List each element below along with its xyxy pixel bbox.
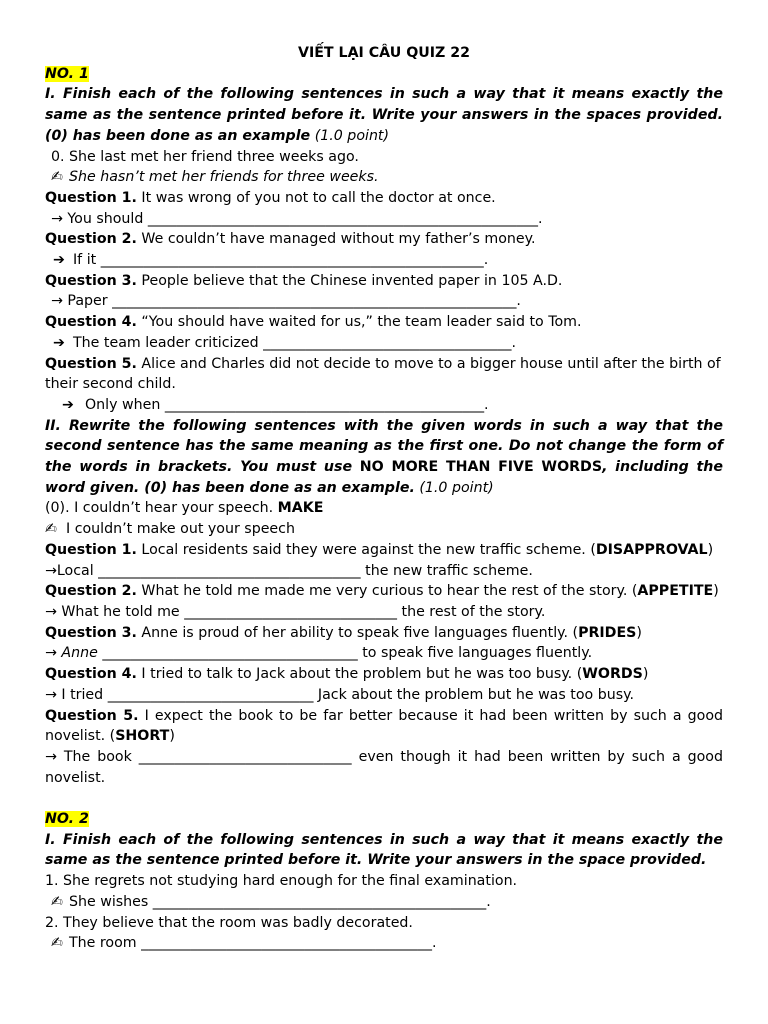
p1-question-1 xyxy=(45,188,723,209)
p1-answer-5 xyxy=(45,395,723,416)
keyword: PRIDES xyxy=(578,624,637,641)
no2-part1-instruction xyxy=(45,830,723,871)
instruction-text: , including the word given. (0) has been done as an example. xyxy=(45,459,723,496)
arrow-icon: ➔ xyxy=(62,396,74,413)
p2-question-4 xyxy=(45,664,723,685)
keyword: SHORT xyxy=(115,728,170,745)
instruction-emphasis: NO MORE THAN FIVE WORDS xyxy=(359,459,603,476)
example-question: 0. She last met her friend three weeks ago. xyxy=(51,148,359,165)
section-label-highlight: NO. 1 xyxy=(45,65,89,82)
keyword: APPETITE xyxy=(637,583,714,600)
writing-hand-icon: ✍ xyxy=(51,893,63,910)
answer-prefix: → I tried xyxy=(45,686,108,703)
p1-answer-4 xyxy=(45,333,723,354)
question-label: Question 5. xyxy=(45,355,137,372)
answer-suffix: ______________________________ even though it had been written by such a good novelist. xyxy=(45,748,723,786)
question-text: People believe that the Chinese invented paper in 105 A.D. xyxy=(136,272,563,289)
question-text: Local residents said they were against the new traffic scheme. ( xyxy=(136,541,596,558)
answer-suffix: ____________________________________ to speak five languages fluently. xyxy=(97,645,593,662)
question-text: I tried to talk to Jack about the problem but he was too busy. ( xyxy=(136,666,583,683)
answer-italic: Anne xyxy=(61,645,98,662)
keyword: DISAPPROVAL xyxy=(595,541,708,558)
keyword: WORDS xyxy=(582,666,643,683)
question-label: Question 2. xyxy=(45,231,137,248)
no2-answer-2 xyxy=(45,933,723,954)
instruction-text: II. Rewrite the following sentences with the given words in such a way that the second sentence has the same meaning as the first one. Do not change the form of the words in brackets. You must use xyxy=(45,417,723,476)
p2-answer-3 xyxy=(45,643,723,664)
section-label-highlight: NO. 2 xyxy=(45,811,89,827)
question-label: Question 4. xyxy=(45,666,137,683)
bracket: ) xyxy=(707,541,714,558)
instruction-text: I. Finish each of the following sentences in such a way that it means exactly the same as the sentence printed before it. Write your answers in the space provided. xyxy=(45,831,723,869)
question-text: I expect the book to be far better because it had been written by such a good novelist. ( xyxy=(45,707,724,745)
p1-question-3 xyxy=(45,271,723,292)
answer-prefix: → What he told me xyxy=(45,603,185,620)
question-label: Question 1. xyxy=(45,541,137,558)
bracket: ) xyxy=(636,624,642,641)
arrow-icon: ➔ xyxy=(53,252,65,269)
answer-prefix: →Local xyxy=(45,562,99,579)
p2-answer-1 xyxy=(45,561,723,582)
answer-suffix: _____________________________ Jack about the problem but he was too busy. xyxy=(107,686,634,703)
writing-hand-icon: ✍ xyxy=(51,169,63,186)
question-text: It was wrong of you not to call the doctor at once. xyxy=(136,189,496,206)
question-label: Question 3. xyxy=(45,272,137,289)
answer-text: She wishes _______________________________________________. xyxy=(69,893,491,910)
question-label: Question 1. xyxy=(45,189,137,206)
answer-suffix: _____________________________________ the new traffic scheme. xyxy=(98,562,533,579)
points-note: (1.0 point) xyxy=(314,127,390,144)
p1-answer-1: → You should _______________________________________________________. xyxy=(51,210,543,227)
question-text: Alice and Charles did not decide to move to a bigger house until after the birth of their second child. xyxy=(45,355,721,393)
p2-question-2 xyxy=(45,581,723,602)
p2-question-5 xyxy=(45,706,723,747)
points-note: (1.0 point) xyxy=(419,479,494,496)
example-text: (0). I couldn’t hear your speech. xyxy=(45,500,278,517)
document-title: VIẾT LẠI CÂU QUIZ 22 xyxy=(297,45,471,61)
question-label: Question 3. xyxy=(45,624,137,641)
question-label: Question 2. xyxy=(45,583,137,600)
bracket: ) xyxy=(169,728,175,745)
example-answer-text: I couldn’t make out your speech xyxy=(66,521,295,538)
answer-text: The team leader criticized ___________________________________. xyxy=(73,334,516,351)
instruction-text: I. Finish each of the following sentences in such a way that it means exactly the same as the sentence printed before it. Write your answers in the spaces provided. (0) has been done as an example xyxy=(45,86,723,144)
section-label-no1 xyxy=(45,64,723,85)
arrow-icon: ➔ xyxy=(53,334,65,351)
question-label: Question 5. xyxy=(45,707,139,724)
answer-text: If it ______________________________________________________. xyxy=(73,252,489,269)
bracket: ) xyxy=(642,666,649,683)
p2-answer-2 xyxy=(45,602,723,623)
no2-answer-1 xyxy=(45,892,723,913)
writing-hand-icon: ✍ xyxy=(45,521,57,538)
question-label: Question 4. xyxy=(45,314,137,331)
example-answer-text: She hasn’t met her friends for three weeks. xyxy=(69,169,379,186)
document-body xyxy=(45,43,723,954)
p2-example-answer xyxy=(45,519,723,540)
answer-text: Only when _____________________________________________. xyxy=(85,396,489,413)
answer-text: The room _________________________________________. xyxy=(69,935,437,952)
spacer xyxy=(45,788,723,809)
part2-instruction xyxy=(45,416,723,499)
example-answer xyxy=(45,167,723,188)
question-text: What he told me made me very curious to hear the rest of the story. ( xyxy=(136,583,638,600)
p1-question-5 xyxy=(45,354,723,395)
p2-answer-5 xyxy=(45,747,723,788)
answer-prefix: → The book xyxy=(45,748,139,765)
p2-example-question xyxy=(45,498,723,519)
question-text: Anne is proud of her ability to speak five languages fluently. ( xyxy=(136,624,579,641)
question-text: “You should have waited for us,” the team leader said to Tom. xyxy=(136,314,582,331)
p1-question-4 xyxy=(45,312,723,333)
p2-question-3 xyxy=(45,623,723,644)
answer-prefix: → xyxy=(45,645,62,662)
answer-suffix: ______________________________ the rest of the story. xyxy=(184,603,546,620)
writing-hand-icon: ✍ xyxy=(51,935,63,952)
p2-question-1 xyxy=(45,540,723,561)
p1-answer-3: → Paper _________________________________________________________. xyxy=(51,293,521,310)
bracket: ) xyxy=(713,583,719,600)
question-text: We couldn’t have managed without my father’s money. xyxy=(136,231,536,248)
p1-answer-2 xyxy=(45,250,723,271)
no2-question-2: 2. They believe that the room was badly decorated. xyxy=(45,914,413,931)
p1-question-2 xyxy=(45,229,723,250)
keyword: MAKE xyxy=(277,500,324,517)
no2-question-1: 1. She regrets not studying hard enough for the final examination. xyxy=(45,873,518,890)
part1-instruction xyxy=(45,84,723,146)
p2-answer-4 xyxy=(45,685,723,706)
section-label-no2 xyxy=(45,809,723,830)
